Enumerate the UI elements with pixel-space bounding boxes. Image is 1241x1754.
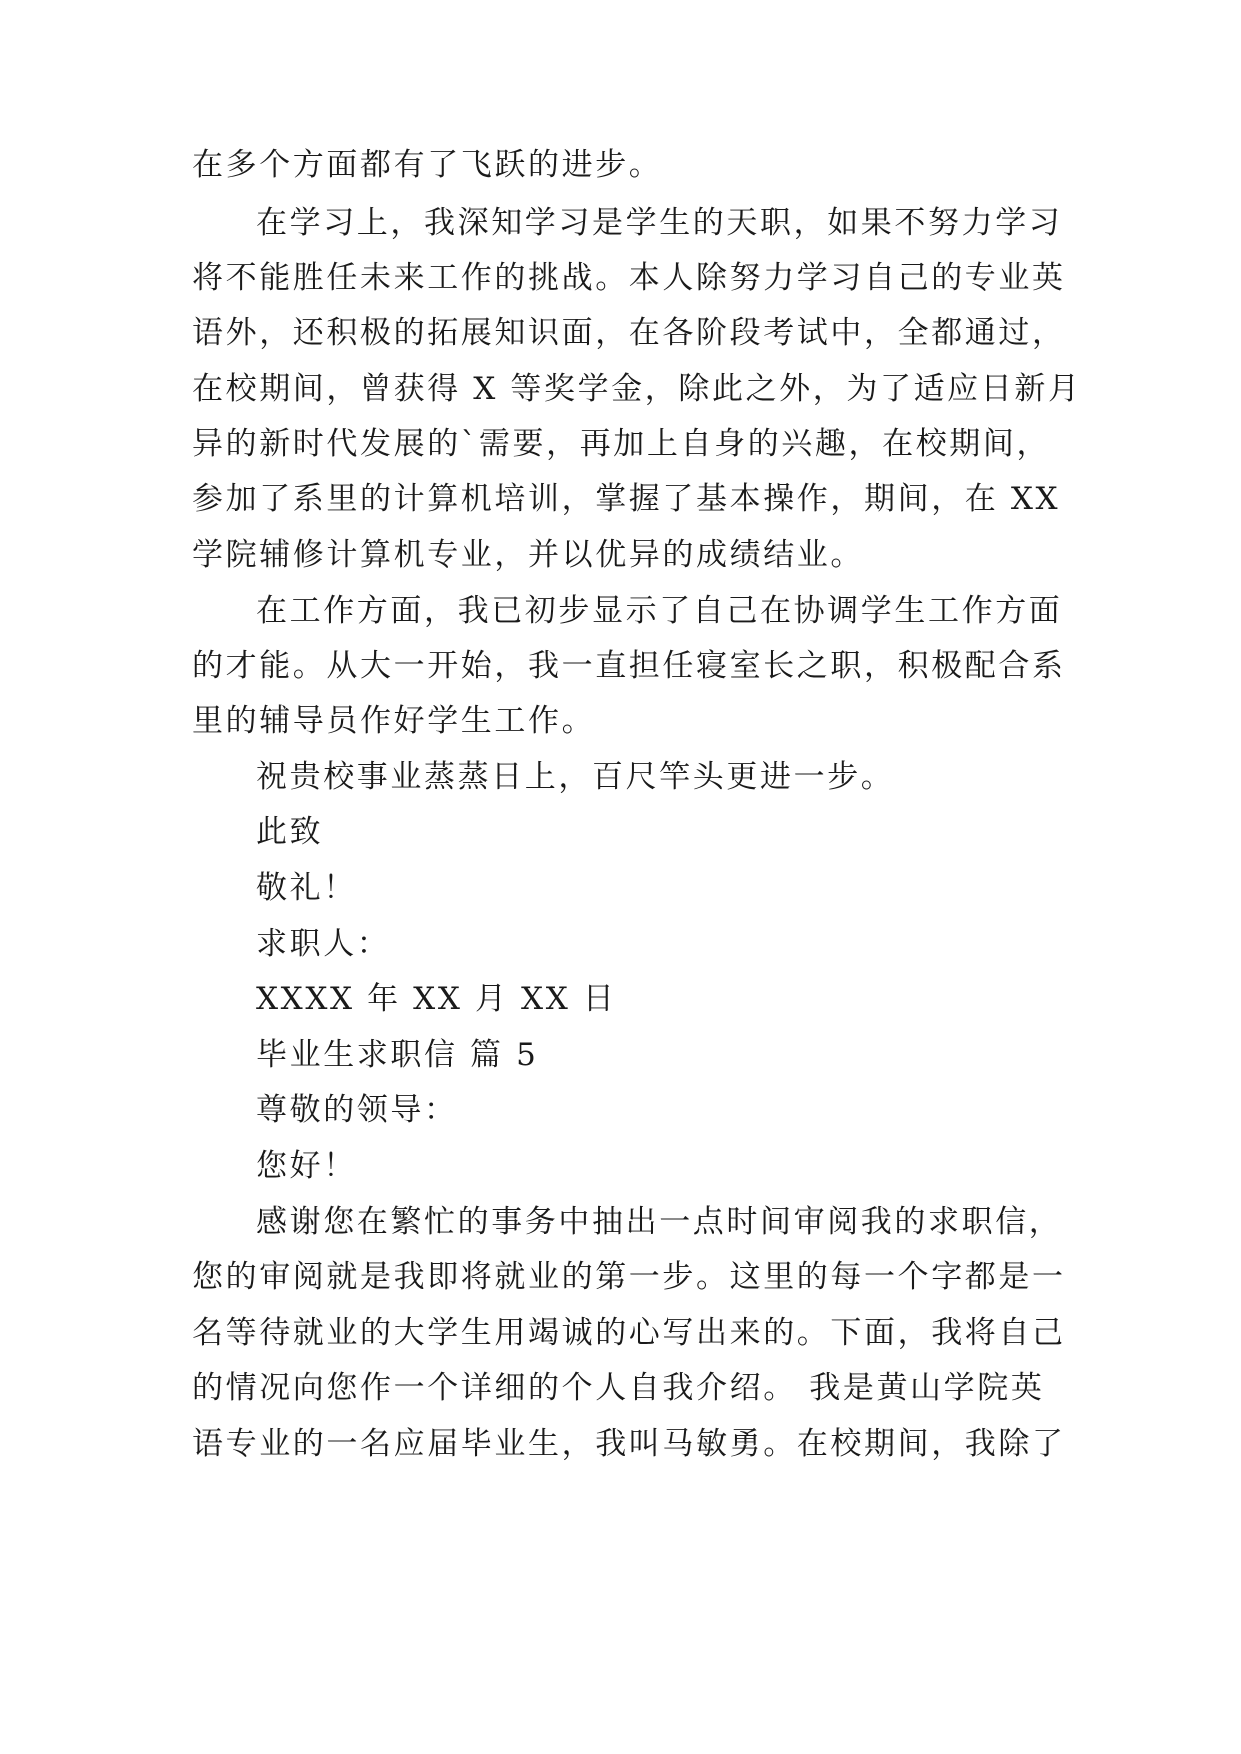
salutation-line: 尊敬的领导： bbox=[256, 1092, 458, 1128]
text-line: 异的新时代发展的`需要，再加上自身的兴趣，在校期间， bbox=[192, 426, 1051, 462]
section-title: 毕业生求职信 篇 5 bbox=[256, 1037, 539, 1073]
date-line: XXXX 年 XX 月 XX 日 bbox=[256, 981, 617, 1017]
text-line: 祝贵校事业蒸蒸日上，百尺竿头更进一步。 bbox=[256, 759, 895, 795]
text-line: 在校期间，曾获得 X 等奖学金，除此之外，为了适应日新月 bbox=[192, 371, 1082, 407]
text-line: 在工作方面，我已初步显示了自己在协调学生工作方面 bbox=[256, 593, 1063, 629]
closing-line: 此致 bbox=[256, 814, 324, 850]
text-line: 语专业的一名应届毕业生，我叫马敏勇。在校期间，我除了 bbox=[192, 1426, 1066, 1462]
text-line: 将不能胜任未来工作的挑战。本人除努力学习自己的专业英 bbox=[192, 260, 1066, 296]
text-line: 参加了系里的计算机培训，掌握了基本操作，期间，在 XX bbox=[192, 481, 1061, 517]
closing-line: 敬礼！ bbox=[256, 870, 357, 906]
text-line: 语外，还积极的拓展知识面，在各阶段考试中，全都通过， bbox=[192, 315, 1066, 351]
greeting-line: 您好！ bbox=[256, 1148, 357, 1184]
text-line: 名等待就业的大学生用竭诚的心写出来的。下面，我将自己 bbox=[192, 1315, 1066, 1351]
text-line: 的才能。从大一开始，我一直担任寝室长之职，积极配合系 bbox=[192, 648, 1066, 684]
text-line: 的情况向您作一个详细的个人自我介绍。 我是黄山学院英 bbox=[192, 1370, 1045, 1406]
text-line: 在多个方面都有了飞跃的进步。 bbox=[192, 147, 663, 183]
text-line: 在学习上，我深知学习是学生的天职，如果不努力学习 bbox=[256, 205, 1063, 241]
text-line: 您的审阅就是我即将就业的第一步。这里的每一个字都是一 bbox=[192, 1259, 1066, 1295]
text-line: 感谢您在繁忙的事务中抽出一点时间审阅我的求职信， bbox=[256, 1204, 1063, 1240]
text-line: 学院辅修计算机专业，并以优异的成绩结业。 bbox=[192, 537, 864, 573]
signature-line: 求职人： bbox=[256, 926, 391, 962]
text-line: 里的辅导员作好学生工作。 bbox=[192, 703, 596, 739]
